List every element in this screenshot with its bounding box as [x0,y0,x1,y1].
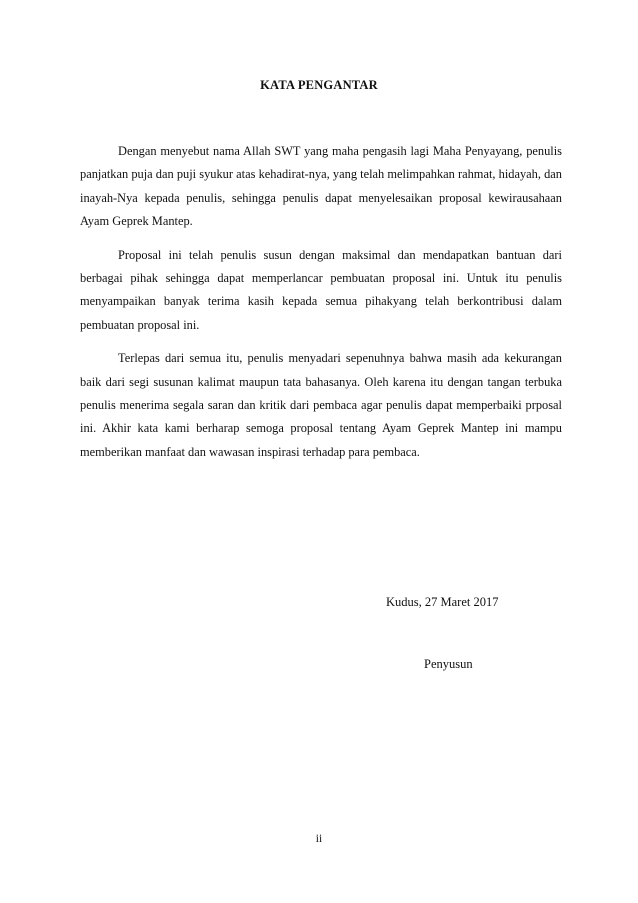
paragraph-2: Proposal ini telah penulis susun dengan maksimal dan mendapatkan bantuan dari berbagai pihak sehingga dapat memperlancar pembuatan proposal ini. Untuk itu penulis menyampaikan banyak terima kasih kepada semua pihakyang telah berkontribusi dalam pembuatan proposal ini. [80,247,562,332]
page-title: KATA PENGANTAR [260,78,378,92]
body-text [80,140,562,474]
signatory: Penyusun [424,657,473,671]
page-number: ii [315,833,323,845]
place-date: Kudus, 27 Maret 2017 [386,595,499,609]
paragraph-1: Dengan menyebut nama Allah SWT yang maha pengasih lagi Maha Penyayang, penulis panjatkan puja dan puji syukur atas kehadirat-nya, yang telah melimpahkan rahmat, hidayah, dan inayah-Nya kepada penulis, sehingga penulis dapat menyelesaikan proposal kewirausahaan Ayam Geprek Mantep. [80,144,562,229]
paragraph-3: Terlepas dari semua itu, penulis menyadari sepenuhnya bahwa masih ada kekurangan baik dari segi susunan kalimat maupun tata bahasanya. Oleh karena itu dengan tangan terbuka penulis menerima segala saran dan kritik dari pembaca agar penulis dapat memperbaiki prposal ini. Akhir kata kami berharap semoga proposal tentang Ayam Geprek Mantep ini mampu memberikan manfaat dan wawasan inspirasi terhadap para pembaca. [80,351,562,459]
